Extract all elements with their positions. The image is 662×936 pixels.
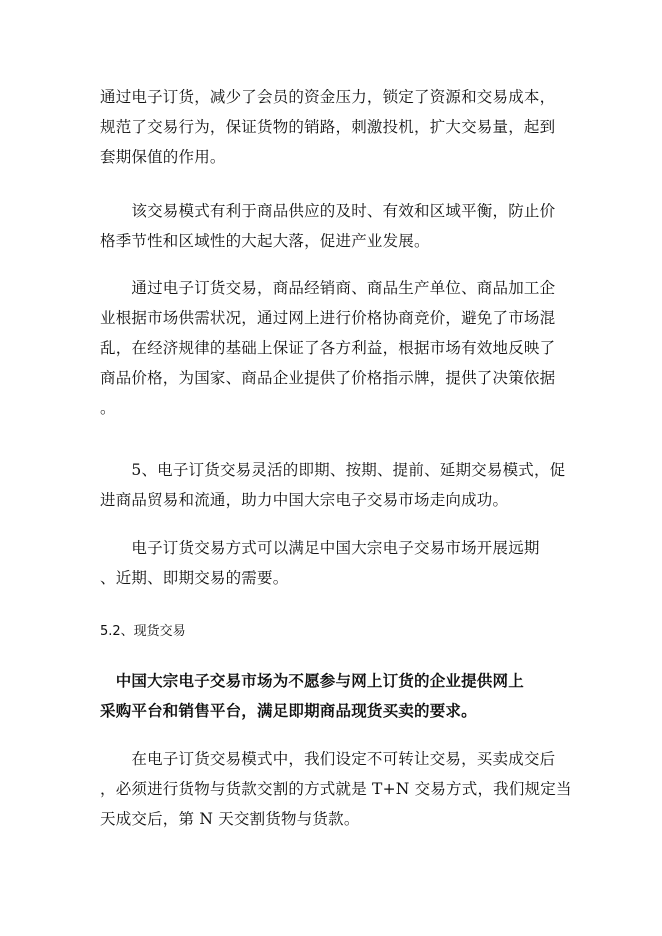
paragraph-4: [100, 455, 570, 515]
paragraph-line: 。: [100, 399, 116, 417]
paragraph-line: 通过电子订货，减少了会员的资金压力，锁定了资源和交易成本，: [100, 88, 556, 106]
paragraph-line: 、近期、即期交易的需要。: [100, 569, 289, 587]
section-heading: 5.2、现货交易: [100, 624, 186, 639]
paragraph-line: 采购平台和销售平台，满足即期商品现货买卖的要求。: [100, 701, 477, 720]
paragraph-line: 电子订货交易方式可以满足中国大宗电子交易市场开展远期: [100, 539, 540, 557]
paragraph-line: 中国大宗电子交易市场为不愿参与网上订货的企业提供网上: [100, 671, 524, 690]
paragraph-line: 格季节性和区域性的大起大落，促进产业发展。: [100, 232, 430, 250]
paragraph-line: ，必须进行货物与货款交割的方式就是 T+N 交易方式，我们规定当: [100, 780, 572, 798]
paragraph-line: 5、电子订货交易灵活的即期、按期、提前、延期交易模式，促: [100, 461, 566, 479]
paragraph-3: [100, 273, 570, 423]
paragraph-2: [100, 196, 570, 256]
paragraph-line: 商品价格，为国家、商品企业提供了价格指示牌，提供了决策依据: [100, 369, 556, 387]
paragraph-line: 天成交后，第 N 天交割货物与货款。: [100, 810, 360, 828]
paragraph-line: 进商品贸易和流通，助力中国大宗电子交易市场走向成功。: [100, 491, 509, 509]
paragraph-line: 规范了交易行为，保证货物的销路，刺激投机，扩大交易量，起到: [100, 118, 556, 136]
paragraph-line: 业根据市场供需状况，通过网上进行价格协商竞价，避免了市场混: [100, 309, 556, 327]
paragraph-line: 套期保值的作用。: [100, 148, 226, 166]
paragraph-line: 该交易模式有利于商品供应的及时、有效和区域平衡，防止价: [100, 202, 556, 220]
paragraph-line: 通过电子订货交易，商品经销商、商品生产单位、商品加工企: [100, 279, 556, 297]
paragraph-line: 在电子订货交易模式中，我们设定不可转让交易，买卖成交后: [100, 750, 556, 768]
paragraph-5: [100, 533, 570, 593]
paragraph-6: [100, 666, 570, 726]
paragraph-7: [100, 744, 570, 834]
paragraph-line: 乱，在经济规律的基础上保证了各方利益，根据市场有效地反映了: [100, 339, 556, 357]
paragraph-1: [100, 82, 570, 172]
